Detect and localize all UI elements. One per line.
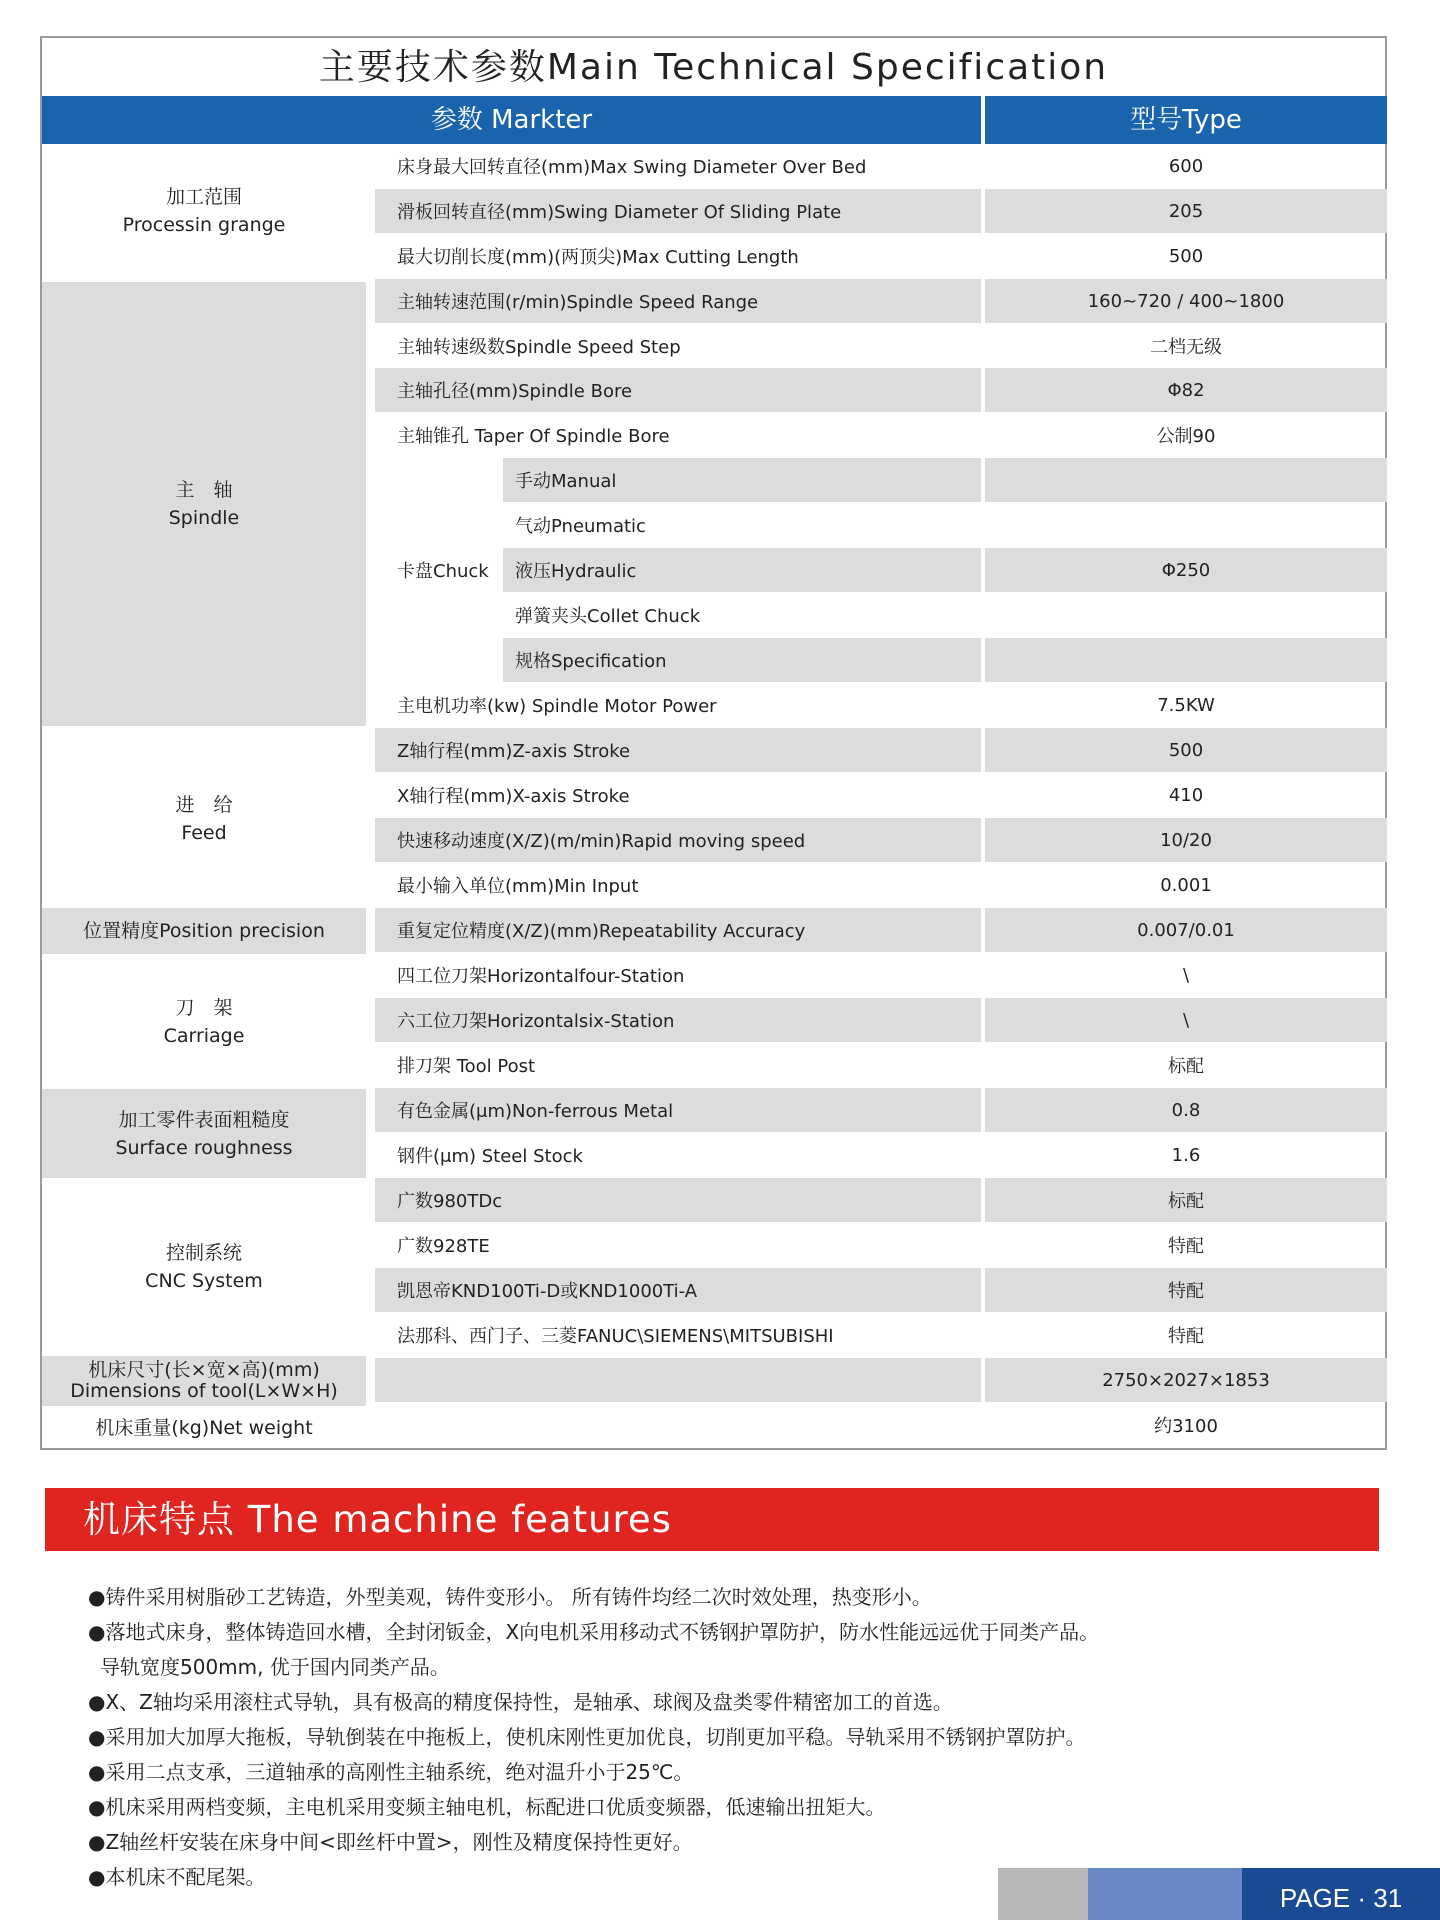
param-cell: 快速移动速度(X/Z)(m/min)Rapid moving speed [375,818,981,862]
param-cell: 重复定位精度(X/Z)(mm)Repeatability Accuracy [375,908,981,952]
category-cn: 控制系统 [165,1242,242,1264]
category-cn: 机床尺寸(长×宽×高)(mm) [88,1359,320,1381]
category-dimensions [42,1356,366,1406]
category-feed [42,729,366,908]
feature-item: ●Z轴丝杆安装在床身中间<即丝杆中置>，刚性及精度保持性更好。 [88,1830,693,1854]
value-cell [985,503,1387,547]
param-cell: 六工位刀架Horizontalsix-Station [375,998,981,1042]
category-carriage [42,954,366,1089]
value-cell: 标配 [1168,1056,1204,1077]
value-cell: 160~720 / 400~1800 [985,279,1387,323]
param-cell: 床身最大回转直径(mm)Max Swing Diameter Over Bed [397,157,867,178]
value-cell: 标配 [985,1178,1387,1222]
category-cnc-system [42,1178,366,1356]
value-cell: 7.5KW [1157,694,1215,716]
category-net-weight [42,1406,366,1450]
value-cell: 10/20 [985,818,1387,862]
value-cell: 0.8 [985,1088,1387,1132]
category-cn: 机床重量(kg)Net weight [95,1417,313,1439]
param-cell: 最小输入单位(mm)Min Input [397,876,639,897]
feature-item: ●落地式床身，整体铸造回水槽，全封闭钣金，X向电机采用移动式不锈钢护罩防护，防水性能远远优于同类产品。 [88,1620,1100,1644]
param-cell: 排刀架 Tool Post [397,1056,536,1077]
param-cell: 广数928TE [397,1236,490,1257]
category-en: Dimensions of tool(L×W×H) [70,1380,338,1402]
value-cell: 特配 [1168,1326,1204,1347]
param-cell: 主轴孔径(mm)Spindle Bore [375,368,981,412]
category-cn: 加工零件表面粗糙度 [118,1108,290,1131]
category-cn: 加工范围 [165,186,242,208]
value-cell: 约3100 [1154,1416,1218,1437]
value-cell: Φ250 [985,548,1387,592]
value-cell: Φ82 [985,368,1387,412]
value-cell: 500 [985,728,1387,772]
feature-item: 导轨宽度500mm, 优于国内同类产品。 [100,1655,450,1679]
value-cell: 特配 [1168,1236,1204,1257]
feature-item: ●采用二点支承，三道轴承的高刚性主轴系统，绝对温升小于25℃。 [88,1760,694,1784]
spec-title: 主要技术参数Main Technical Specification [318,47,1109,88]
value-cell: 二档无级 [1150,337,1222,358]
feature-item: ●本机床不配尾架。 [88,1865,266,1889]
page-bar-light-blue [1088,1868,1242,1920]
category-cn: 位置精度Position precision [83,920,325,942]
value-cell: 公制90 [1156,426,1216,447]
param-cell: 主轴转速范围(r/min)Spindle Speed Range [375,279,981,323]
value-cell: 500 [1168,245,1204,267]
chuck-label: 卡盘Chuck [397,561,489,582]
category-position-precision [42,908,366,954]
feature-item: ●机床采用两档变频，主电机采用变频主轴电机，标配进口优质变频器，低速输出扭矩大。 [88,1795,886,1819]
value-cell [985,593,1387,637]
param-cell: 手动Manual [503,458,981,502]
category-processing-range [42,144,366,278]
value-cell: 1.6 [1171,1144,1201,1166]
category-spindle [42,282,366,726]
spec-table [40,36,1387,1450]
category-cn: 进 给 [175,793,233,816]
param-cell: Z轴行程(mm)Z-axis Stroke [375,728,981,772]
param-cell: 主轴锥孔 Taper Of Spindle Bore [397,426,670,447]
category-en: CNC System [145,1270,263,1292]
param-cell: 有色金属(μm)Non-ferrous Metal [375,1088,981,1132]
feature-item: ●采用加大加厚大拖板，导轨倒装在中拖板上，使机床刚性更加优良，切削更加平稳。导轨采用不锈钢护罩防护。 [88,1725,1086,1749]
param-cell: 规格Specification [503,638,981,682]
param-cell: 液压Hydraulic [503,548,981,592]
page-bar-gray [998,1868,1088,1920]
value-cell: 2750×2027×1853 [985,1358,1387,1402]
header-param: 参数 Markter [42,96,981,144]
param-cell: 主轴转速级数Spindle Speed Step [397,337,681,358]
value-cell: 600 [1168,155,1204,177]
param-cell: 主电机功率(kw) Spindle Motor Power [397,696,717,717]
value-cell: 0.001 [1160,874,1212,896]
category-cn: 刀 架 [175,996,233,1019]
category-en: Carriage [163,1024,245,1047]
features-title: 机床特点 The machine features [45,1488,1379,1551]
value-cell [985,638,1387,682]
page-number: PAGE · 31 [1242,1868,1440,1920]
category-cn: 主 轴 [175,479,233,501]
param-cell: 凯恩帝KND100Ti-D或KND1000Ti-A [375,1268,981,1312]
param-cell: 气动Pneumatic [515,516,646,537]
category-en: Processin grange [122,214,286,236]
param-cell: 最大切削长度(mm)(两顶尖)Max Cutting Length [397,247,799,268]
category-en: Feed [181,821,227,844]
param-cell: 广数980TDc [375,1178,981,1222]
value-cell: 特配 [985,1268,1387,1312]
param-cell: 四工位刀架Horizontalfour-Station [397,966,685,987]
value-cell: \ [985,998,1387,1042]
features-list [88,1580,1378,1895]
param-cell: 钢件(μm) Steel Stock [397,1146,583,1167]
param-cell: 法那科、西门子、三菱FANUC\SIEMENS\MITSUBISHI [397,1326,834,1347]
value-cell: \ [1182,964,1190,986]
category-surface-roughness [42,1089,366,1178]
param-cell [375,1403,981,1447]
param-cell: 弹簧夹头Collet Chuck [515,606,701,627]
feature-item: ●铸件采用树脂砂工艺铸造，外型美观，铸件变形小。 所有铸件均经二次时效处理，热变形小。 [88,1585,932,1609]
param-cell: 滑板回转直径(mm)Swing Diameter Of Sliding Plate [375,189,981,233]
feature-item: ●X、Z轴均采用滚柱式导轨，具有极高的精度保持性，是轴承、球阀及盘类零件精密加工的首选。 [88,1690,953,1714]
value-cell: 410 [1168,784,1204,806]
value-cell [985,458,1387,502]
value-cell: 205 [985,189,1387,233]
param-cell: X轴行程(mm)X-axis Stroke [397,786,630,807]
category-en: Surface roughness [115,1136,293,1159]
param-cell [375,1358,981,1402]
header-type: 型号Type [985,96,1387,144]
category-en: Spindle [168,507,240,529]
value-cell: 0.007/0.01 [985,908,1387,952]
